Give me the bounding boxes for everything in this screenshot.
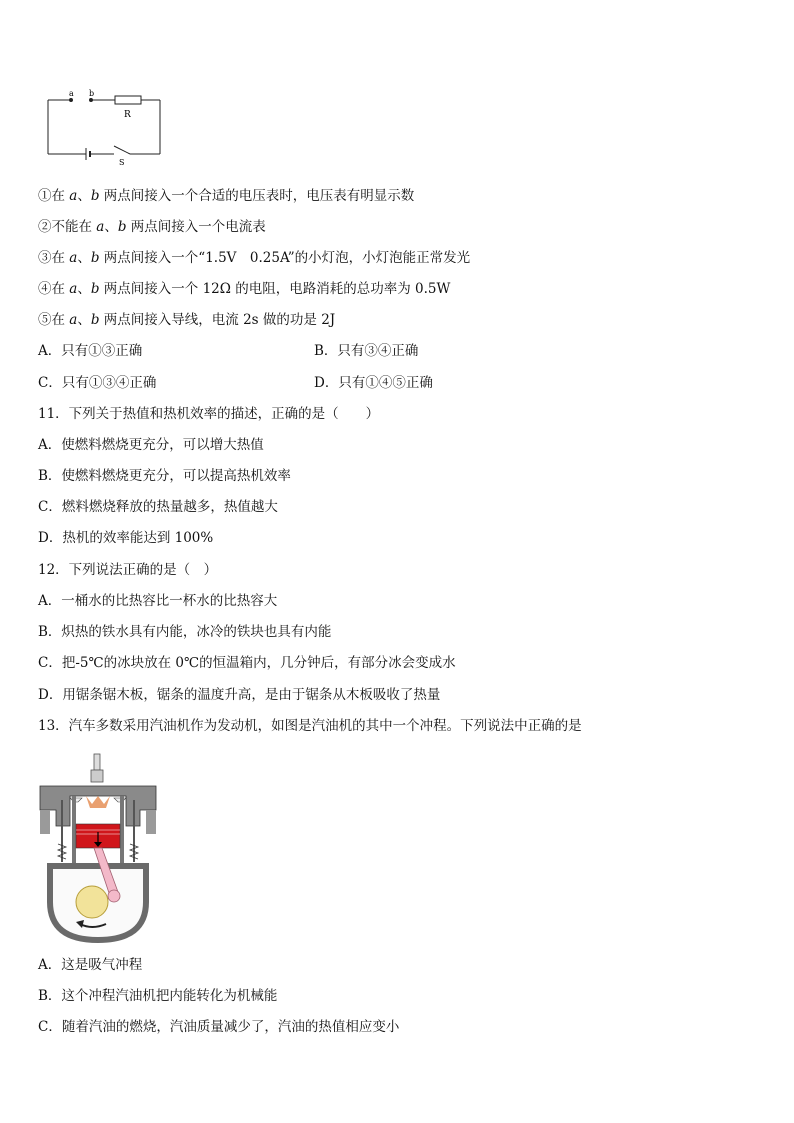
- circuit-label-s: S: [119, 158, 125, 166]
- q11-option-c[interactable]: C．燃料燃烧释放的热量越多，热值越大: [38, 499, 278, 515]
- q12-stem: 12．下列说法正确的是（ ）: [38, 562, 218, 578]
- q13-option-a[interactable]: A．这是吸气冲程: [38, 957, 143, 973]
- q10-option-b[interactable]: B．只有③④正确: [314, 343, 419, 359]
- q11-option-b[interactable]: B．使燃料燃烧更充分，可以提高热机效率: [38, 468, 291, 484]
- q11-option-d[interactable]: D．热机的效率能达到 100%: [38, 530, 214, 546]
- q12-option-b[interactable]: B．炽热的铁水具有内能，冰冷的铁块也具有内能: [38, 624, 332, 640]
- q13-option-b[interactable]: B．这个冲程汽油机把内能转化为机械能: [38, 988, 278, 1004]
- q11-stem: 11．下列关于热值和热机效率的描述，正确的是（ ）: [38, 406, 380, 422]
- q12-option-a[interactable]: A．一桶水的比热容比一杯水的比热容大: [38, 593, 278, 609]
- q10-option-row-2: [38, 374, 156, 392]
- q10-option-row-1: [38, 342, 142, 360]
- engine-cylinder-diagram: [36, 752, 160, 944]
- circuit-diagram: [38, 86, 168, 166]
- q12-option-d[interactable]: D．用锯条锯木板，锯条的温度升高，是由于锯条从木板吸收了热量: [38, 687, 441, 703]
- q10-statement-3: ③在 a、b 两点间接入一个“1.5V 0.25A”的小灯泡，小灯泡能正常发光: [38, 250, 471, 266]
- q10-statement-4: ④在 a、b 两点间接入一个 12Ω 的电阻，电路消耗的总功率为 0.5W: [38, 281, 451, 297]
- crank-wheel-icon: [76, 886, 108, 918]
- q10-statement-5: ⑤在 a、b 两点间接入导线，电流 2s 做的功是 2J: [38, 312, 336, 328]
- switch-icon: [114, 146, 130, 154]
- spark-plug-icon: [94, 754, 100, 770]
- q12-option-c[interactable]: C．把-5℃的冰块放在 0℃的恒温箱内，几分钟后，有部分冰会变成水: [38, 655, 456, 671]
- q13-option-c[interactable]: C．随着汽油的燃烧，汽油质量减少了，汽油的热值相应变小: [38, 1019, 400, 1035]
- circuit-label-r: R: [124, 110, 131, 120]
- q10-statement-1: ①在 a、b 两点间接入一个合适的电压表时，电压表有明显示数: [38, 188, 415, 204]
- q11-option-a[interactable]: A．使燃料燃烧更充分，可以增大热值: [38, 437, 264, 453]
- spark-flash-icon: [86, 796, 110, 808]
- q13-stem: 13．汽车多数采用汽油机作为发动机，如图是汽油机的其中一个冲程。下列说法中正确的是: [38, 718, 582, 734]
- resistor-icon: [115, 96, 141, 104]
- q10-option-d[interactable]: D．只有①④⑤正确: [314, 375, 433, 391]
- circuit-label-b: b: [89, 89, 95, 98]
- circuit-label-a: a: [69, 89, 74, 98]
- q10-option-c[interactable]: C．只有①③④正确: [38, 375, 157, 391]
- q10-statement-2: ②不能在 a、b 两点间接入一个电流表: [38, 219, 266, 235]
- q10-option-a[interactable]: A．只有①③正确: [38, 343, 143, 359]
